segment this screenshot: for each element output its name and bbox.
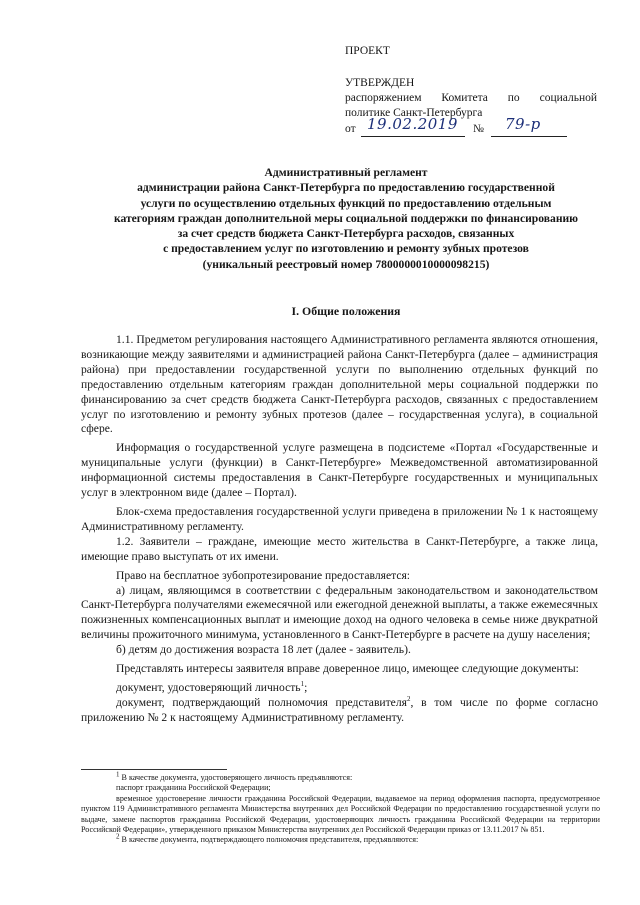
approver-line-1: распоряжением Комитета по социальной <box>345 92 597 104</box>
number-prefix: № <box>473 123 484 135</box>
date-prefix: от <box>345 123 356 135</box>
number-underline <box>491 136 567 137</box>
paragraph-subject: 1.1. Предметом регулирования настоящего Административного регламента являются отношения, возникающие между заявителями и администрацией района Санкт-Петербурга (далее – администрация района) при предоставлении государственной услуги по выполнению отдельных функций по предоставлению отдельным категориям граждан дополнительной меры социальной поддержки по финансированию за счет средств бюджета Санкт-Петербурга расходов, связанных с предоставлением услуг по изготовлению и ремонту зубных протезов (далее – государственная услуга), в социальной сфере. <box>81 333 598 436</box>
footnotes <box>81 770 600 846</box>
paragraph-block-scheme: Блок-схема предоставления государственной услуги приведена в приложении № 1 к настоящему Административному регламенту. <box>81 504 598 533</box>
date-underline <box>361 136 465 137</box>
approval-block <box>345 44 597 139</box>
title-line: администрации района Санкт-Петербурга по предоставлению государственной <box>137 181 555 195</box>
footnote-2-text: В качестве документа, подтверждающего полномочия представителя, предъявляются: <box>121 835 419 845</box>
footnote-separator <box>81 769 227 770</box>
document-title <box>96 165 596 272</box>
paragraph-representative: Представлять интересы заявителя вправе доверенное лицо, имеющее следующие документы: <box>116 662 579 676</box>
footnote-1-text: В качестве документа, удостоверяющего личность предъявляются: <box>121 773 353 782</box>
project-label: ПРОЕКТ <box>345 45 390 57</box>
identity-doc-text: документ, удостоверяющий личность <box>116 680 301 694</box>
authority-doc-tail: , в том числе по форме согласно приложению № 2 к настоящему Административному регламенту. <box>81 695 598 724</box>
paragraph-authority-doc <box>81 696 598 726</box>
footnote-1-item: временное удостоверение личности гражданина Российской Федерации, выдаваемое на период оформления паспорта, предусмотренное пунктом 119 Административного регламента Министерства внутренних дел Российской Федерации по предоставлению государственной услуги по выдаче, замене паспортов гражданина Российской Федерации, удостоверяющих личность гражданина Российской Федерации на территории Российской Федерации», утвержденного приказом Министерства внутренних дел Российской Федерации приказ от 13.11.2017 № 851. <box>81 793 600 835</box>
paragraph-identity-doc: документ, удостоверяющий личность$^1$; <box>116 680 308 694</box>
footnote-ref-2[interactable]: 2 <box>406 694 411 703</box>
footnote-mark-2: 2 <box>116 832 120 841</box>
paragraph-right: Право на бесплатное зубопротезирование предоставляется: <box>116 568 411 582</box>
paragraph-item-a: а) лицам, являющимся в соответствии с федеральным законодательством и законодательством Санкт-Петербурга получателями ежемесячной или ежегодной денежной выплаты, а также ежемесячных пожизненных компенсационных выплат и имеющие доход на одного человека в семье ниже двукратной величины прожиточного минимума, установленного в Санкт-Петербурге в расчете на душу населения; <box>81 583 598 642</box>
date-handwritten: 19.02.2019 <box>367 115 458 133</box>
title-line: за счет средств бюджета Санкт-Петербурга расходов, связанных <box>177 227 515 241</box>
footnote-2 <box>81 832 600 845</box>
authority-doc-text: документ, подтверждающий полномочия представителя <box>116 695 407 709</box>
title-line: услуги по осуществлению отдельных функций по предоставлению отдельным <box>140 196 552 210</box>
approver-line-2: политике Санкт-Петербурга <box>345 107 483 119</box>
paragraph-applicants: 1.2. Заявители – граждане, имеющие место жительства в Санкт-Петербурге, а также лица, имеющие право выступать от их имени. <box>81 534 598 563</box>
title-line: Административный регламент <box>264 166 428 179</box>
approved-label: УТВЕРЖДЕН <box>345 77 415 89</box>
footnote-mark-1: 1 <box>116 770 120 779</box>
number-handwritten: 79-р <box>505 115 541 133</box>
footnote-1 <box>81 770 600 783</box>
paragraph-item-b: б) детям до достижения возраста 18 лет (далее - заявитель). <box>116 643 411 657</box>
footnote-1-item: паспорт гражданина Российской Федерации; <box>116 783 271 793</box>
paragraph-portal-info: Информация о государственной услуге размещена в подсистеме «Портал «Государственные и муниципальные услуги (функции) в Санкт-Петербурге» Межведомственной автоматизированной информационной системы предоставления в Санкт-Петербурге государственных и муниципальных услуг в электронном виде (далее – Портал). <box>81 441 598 500</box>
section-heading: I. Общие положения <box>291 304 401 318</box>
date-number-line <box>345 115 597 139</box>
title-line: с предоставлением услуг по изготовлению и ремонту зубных протезов <box>163 242 529 256</box>
footnote-ref-1[interactable]: 1 <box>300 680 305 689</box>
title-line: (уникальный реестровый номер 7800000010000098215) <box>202 257 490 271</box>
title-line: категориям граждан дополнительной меры социальной поддержки по финансированию <box>113 211 579 225</box>
document-body <box>81 333 598 726</box>
